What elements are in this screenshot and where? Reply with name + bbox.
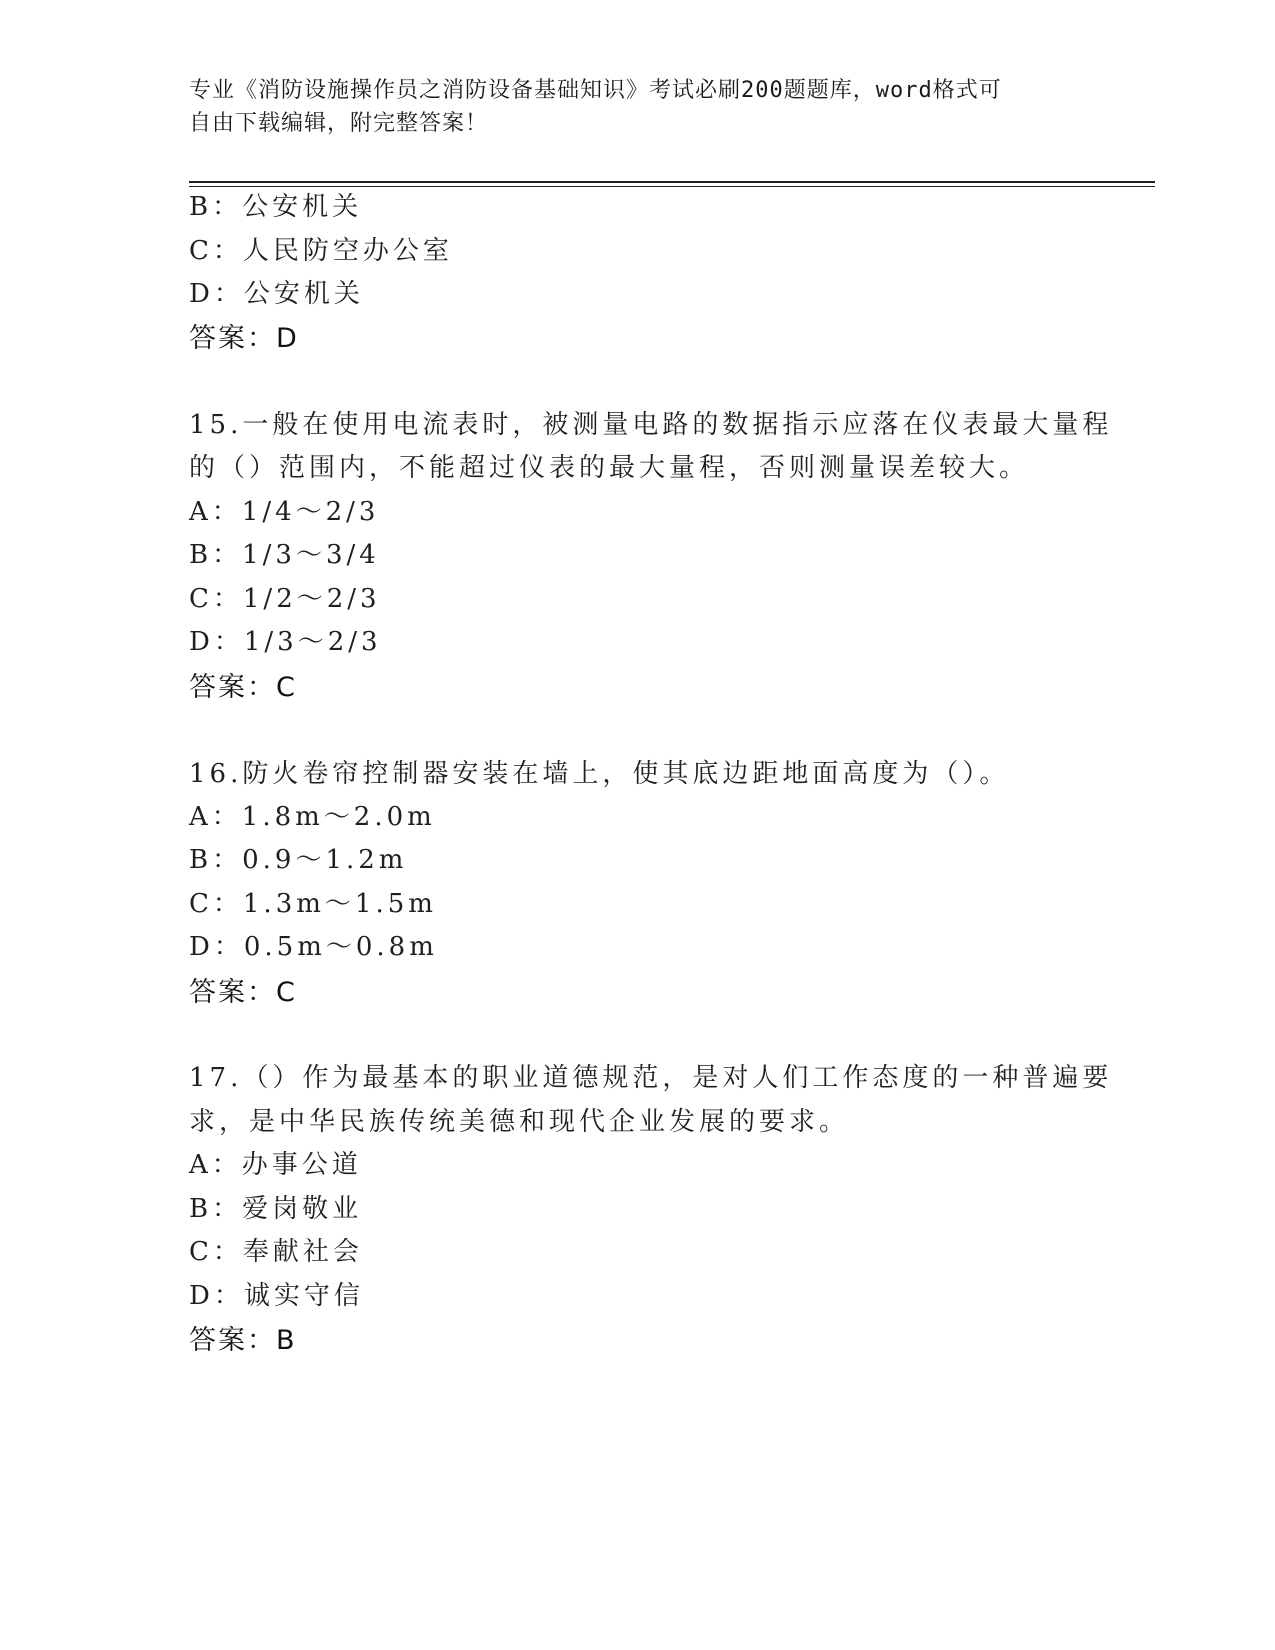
q15-option-b: B：1/3～3/4 xyxy=(189,540,380,570)
q16-stem-line-1: 16.防火卷帘控制器安装在墙上，使其底边距地面高度为（）。 xyxy=(189,759,1010,789)
q17-answer: 答案：B xyxy=(189,1325,297,1356)
q16-option-b: B：0.9～1.2m xyxy=(189,845,408,875)
q15-option-c: C：1/2～2/3 xyxy=(189,584,381,614)
q14-answer: 答案：D xyxy=(189,323,299,354)
q15-option-d: D：1/3～2/3 xyxy=(189,627,382,657)
header-title-line-1: 专业《消防设施操作员之消防设备基础知识》考试必刷200题题库，word格式可 xyxy=(189,78,1002,103)
q14-option-d: D：公安机关 xyxy=(189,279,364,309)
q17-option-a: A：办事公道 xyxy=(189,1150,362,1180)
q15-option-a: A：1/4～2/3 xyxy=(189,497,380,527)
q16-option-d: D：0.5m～0.8m xyxy=(189,932,438,962)
q15-stem-line-1: 15.一般在使用电流表时，被测量电路的数据指示应落在仪表最大量程 xyxy=(189,410,1113,440)
header-title-line-2: 自由下载编辑，附完整答案！ xyxy=(189,111,489,136)
q17-option-c: C：奉献社会 xyxy=(189,1237,363,1267)
q16-option-a: A：1.8m～2.0m xyxy=(189,802,436,832)
q17-stem-line-1: 17.（）作为最基本的职业道德规范，是对人们工作态度的一种普遍要 xyxy=(189,1063,1113,1093)
header-divider-thick xyxy=(189,181,1155,183)
q15-stem-line-2: 的（）范围内，不能超过仪表的最大量程，否则测量误差较大。 xyxy=(189,453,1030,483)
q14-option-b: B：公安机关 xyxy=(189,192,363,222)
q17-option-d: D：诚实守信 xyxy=(189,1281,364,1311)
q17-stem-line-2: 求，是中华民族传统美德和现代企业发展的要求。 xyxy=(189,1107,850,1137)
q14-option-c: C：人民防空办公室 xyxy=(189,236,453,266)
q15-answer: 答案：C xyxy=(189,672,297,703)
document-header xyxy=(189,74,1089,140)
q16-option-c: C：1.3m～1.5m xyxy=(189,889,437,919)
q16-answer: 答案：C xyxy=(189,977,297,1008)
q17-option-b: B：爱岗敬业 xyxy=(189,1194,363,1224)
